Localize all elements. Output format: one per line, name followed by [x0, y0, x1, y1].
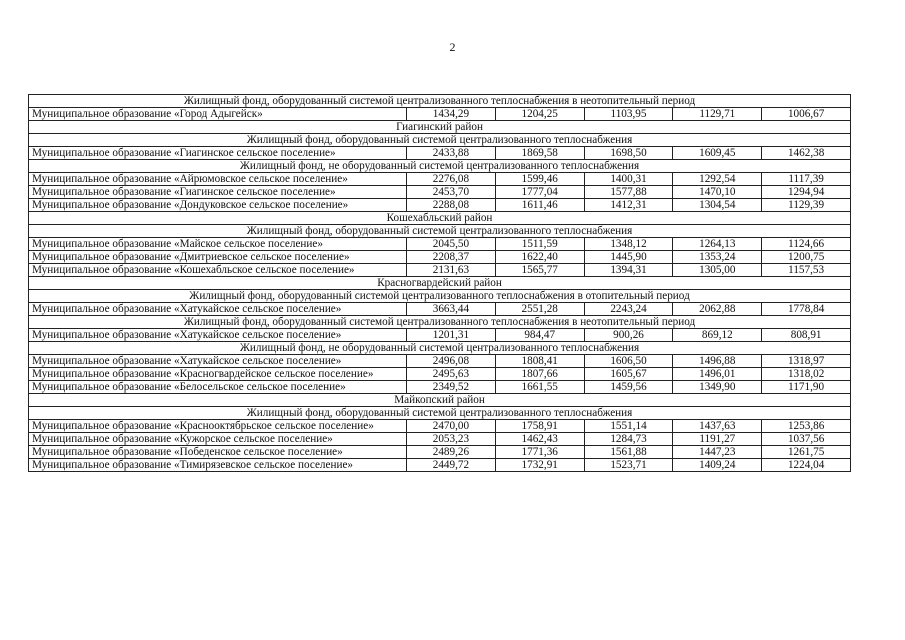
- value-cell: 1511,59: [495, 238, 584, 251]
- value-cell: 1103,95: [584, 108, 673, 121]
- value-cell: 1117,39: [762, 173, 851, 186]
- table-row: [29, 173, 851, 186]
- section-row: [29, 121, 851, 134]
- section-row: [29, 394, 851, 407]
- value-cell: 1353,24: [673, 251, 762, 264]
- value-cell: 1611,46: [495, 199, 584, 212]
- section-title: Жилищный фонд, не оборудованный системой централизованного теплоснабжения: [29, 160, 851, 173]
- value-cell: 1204,25: [495, 108, 584, 121]
- table-row: [29, 420, 851, 433]
- municipality-name: Муниципальное образование «Красногвардейское сельское поселение»: [29, 368, 407, 381]
- value-cell: 1561,88: [584, 446, 673, 459]
- value-cell: 1609,45: [673, 147, 762, 160]
- value-cell: 1305,00: [673, 264, 762, 277]
- value-cell: 1807,66: [495, 368, 584, 381]
- value-cell: 1224,04: [762, 459, 851, 472]
- value-cell: 2470,00: [407, 420, 496, 433]
- value-cell: 1409,24: [673, 459, 762, 472]
- value-cell: 2276,08: [407, 173, 496, 186]
- municipality-name: Муниципальное образование «Дмитриевское сельское поселение»: [29, 251, 407, 264]
- municipality-name: Муниципальное образование «Айрюмовское сельское поселение»: [29, 173, 407, 186]
- value-cell: 1292,54: [673, 173, 762, 186]
- value-cell: 2551,28: [495, 303, 584, 316]
- value-cell: 2208,37: [407, 251, 496, 264]
- value-cell: 1304,54: [673, 199, 762, 212]
- value-cell: 1808,41: [495, 355, 584, 368]
- value-cell: 1348,12: [584, 238, 673, 251]
- value-cell: 3663,44: [407, 303, 496, 316]
- value-cell: 1201,31: [407, 329, 496, 342]
- value-cell: 2243,24: [584, 303, 673, 316]
- value-cell: 1318,97: [762, 355, 851, 368]
- value-cell: 1261,75: [762, 446, 851, 459]
- value-cell: 1437,63: [673, 420, 762, 433]
- table-row: [29, 381, 851, 394]
- value-cell: 1129,39: [762, 199, 851, 212]
- table-row: [29, 147, 851, 160]
- value-cell: 1599,46: [495, 173, 584, 186]
- value-cell: 1565,77: [495, 264, 584, 277]
- table-row: [29, 368, 851, 381]
- section-title: Жилищный фонд, оборудованный системой централизованного теплоснабжения: [29, 134, 851, 147]
- value-cell: 1264,13: [673, 238, 762, 251]
- value-cell: 1732,91: [495, 459, 584, 472]
- municipality-name: Муниципальное образование «Хатукайское сельское поселение»: [29, 329, 407, 342]
- table-row: [29, 446, 851, 459]
- value-cell: 1462,43: [495, 433, 584, 446]
- table-body: [29, 95, 851, 472]
- value-cell: 984,47: [495, 329, 584, 342]
- value-cell: 1771,36: [495, 446, 584, 459]
- value-cell: 1129,71: [673, 108, 762, 121]
- value-cell: 2349,52: [407, 381, 496, 394]
- municipality-name: Муниципальное образование «Хатукайское сельское поселение»: [29, 355, 407, 368]
- section-title: Жилищный фонд, оборудованный системой централизованного теплоснабжения в неотопительный период: [29, 316, 851, 329]
- value-cell: 1253,86: [762, 420, 851, 433]
- table-row: [29, 186, 851, 199]
- municipality-name: Муниципальное образование «Белосельское сельское поселение»: [29, 381, 407, 394]
- value-cell: 1284,73: [584, 433, 673, 446]
- value-cell: 2489,26: [407, 446, 496, 459]
- value-cell: 1412,31: [584, 199, 673, 212]
- municipality-name: Муниципальное образование «Гиагинское сельское поселение»: [29, 147, 407, 160]
- value-cell: 1191,27: [673, 433, 762, 446]
- value-cell: 1777,04: [495, 186, 584, 199]
- value-cell: 1778,84: [762, 303, 851, 316]
- page-number: 2: [449, 40, 456, 54]
- value-cell: 1447,23: [673, 446, 762, 459]
- value-cell: 1318,02: [762, 368, 851, 381]
- section-title: Жилищный фонд, оборудованный системой централизованного теплоснабжения в отопительный период: [29, 290, 851, 303]
- municipality-name: Муниципальное образование «Хатукайское сельское поселение»: [29, 303, 407, 316]
- value-cell: 900,26: [584, 329, 673, 342]
- table-row: [29, 459, 851, 472]
- value-cell: 2131,63: [407, 264, 496, 277]
- value-cell: 1349,90: [673, 381, 762, 394]
- municipality-name: Муниципальное образование «Краснооктябрьское сельское поселение»: [29, 420, 407, 433]
- municipality-name: Муниципальное образование «Победенское сельское поселение»: [29, 446, 407, 459]
- value-cell: 1496,01: [673, 368, 762, 381]
- value-cell: 1605,67: [584, 368, 673, 381]
- value-cell: 2053,23: [407, 433, 496, 446]
- section-title: Жилищный фонд, не оборудованный системой централизованного теплоснабжения: [29, 342, 851, 355]
- section-row: [29, 407, 851, 420]
- table-row: [29, 251, 851, 264]
- value-cell: 1606,50: [584, 355, 673, 368]
- table-row: [29, 264, 851, 277]
- section-row: [29, 95, 851, 108]
- table-row: [29, 238, 851, 251]
- value-cell: 1037,56: [762, 433, 851, 446]
- tariff-table: [28, 94, 851, 472]
- section-row: [29, 316, 851, 329]
- value-cell: 2449,72: [407, 459, 496, 472]
- section-row: [29, 342, 851, 355]
- section-row: [29, 277, 851, 290]
- value-cell: 2433,88: [407, 147, 496, 160]
- municipality-name: Муниципальное образование «Кошехабльское сельское поселение»: [29, 264, 407, 277]
- value-cell: 1459,56: [584, 381, 673, 394]
- value-cell: 1758,91: [495, 420, 584, 433]
- value-cell: 2496,08: [407, 355, 496, 368]
- value-cell: 1661,55: [495, 381, 584, 394]
- value-cell: 2062,88: [673, 303, 762, 316]
- value-cell: 1394,31: [584, 264, 673, 277]
- section-row: [29, 212, 851, 225]
- municipality-name: Муниципальное образование «Дондуковское сельское поселение»: [29, 199, 407, 212]
- table-row: [29, 199, 851, 212]
- section-title: Жилищный фонд, оборудованный системой централизованного теплоснабжения: [29, 407, 851, 420]
- value-cell: 1869,58: [495, 147, 584, 160]
- section-title: Красногвардейский район: [29, 277, 851, 290]
- municipality-name: Муниципальное образование «Кужорское сельское поселение»: [29, 433, 407, 446]
- value-cell: 1470,10: [673, 186, 762, 199]
- value-cell: 2453,70: [407, 186, 496, 199]
- value-cell: 1124,66: [762, 238, 851, 251]
- section-title: Майкопский район: [29, 394, 851, 407]
- value-cell: 808,91: [762, 329, 851, 342]
- value-cell: 1523,71: [584, 459, 673, 472]
- municipality-name: Муниципальное образование «Гиагинское сельское поселение»: [29, 186, 407, 199]
- value-cell: 1622,40: [495, 251, 584, 264]
- table-row: [29, 433, 851, 446]
- value-cell: 1434,29: [407, 108, 496, 121]
- value-cell: 2045,50: [407, 238, 496, 251]
- table-row: [29, 355, 851, 368]
- value-cell: 2288,08: [407, 199, 496, 212]
- value-cell: 1171,90: [762, 381, 851, 394]
- section-title: Жилищный фонд, оборудованный системой централизованного теплоснабжения в неотопительный период: [29, 95, 851, 108]
- section-title: Жилищный фонд, оборудованный системой централизованного теплоснабжения: [29, 225, 851, 238]
- section-title: Гиагинский район: [29, 121, 851, 134]
- value-cell: 1577,88: [584, 186, 673, 199]
- section-row: [29, 290, 851, 303]
- value-cell: 1445,90: [584, 251, 673, 264]
- section-title: Кошехабльский район: [29, 212, 851, 225]
- section-row: [29, 160, 851, 173]
- value-cell: 2495,63: [407, 368, 496, 381]
- municipality-name: Муниципальное образование «Город Адыгейск»: [29, 108, 407, 121]
- table-row: [29, 329, 851, 342]
- value-cell: 1698,50: [584, 147, 673, 160]
- value-cell: 1157,53: [762, 264, 851, 277]
- value-cell: 1496,88: [673, 355, 762, 368]
- value-cell: 1006,67: [762, 108, 851, 121]
- municipality-name: Муниципальное образование «Майское сельское поселение»: [29, 238, 407, 251]
- section-row: [29, 225, 851, 238]
- value-cell: 1551,14: [584, 420, 673, 433]
- value-cell: 1400,31: [584, 173, 673, 186]
- value-cell: 1200,75: [762, 251, 851, 264]
- municipality-name: Муниципальное образование «Тимирязевское сельское поселение»: [29, 459, 407, 472]
- value-cell: 869,12: [673, 329, 762, 342]
- value-cell: 1462,38: [762, 147, 851, 160]
- value-cell: 1294,94: [762, 186, 851, 199]
- section-row: [29, 134, 851, 147]
- table-row: [29, 303, 851, 316]
- table-row: [29, 108, 851, 121]
